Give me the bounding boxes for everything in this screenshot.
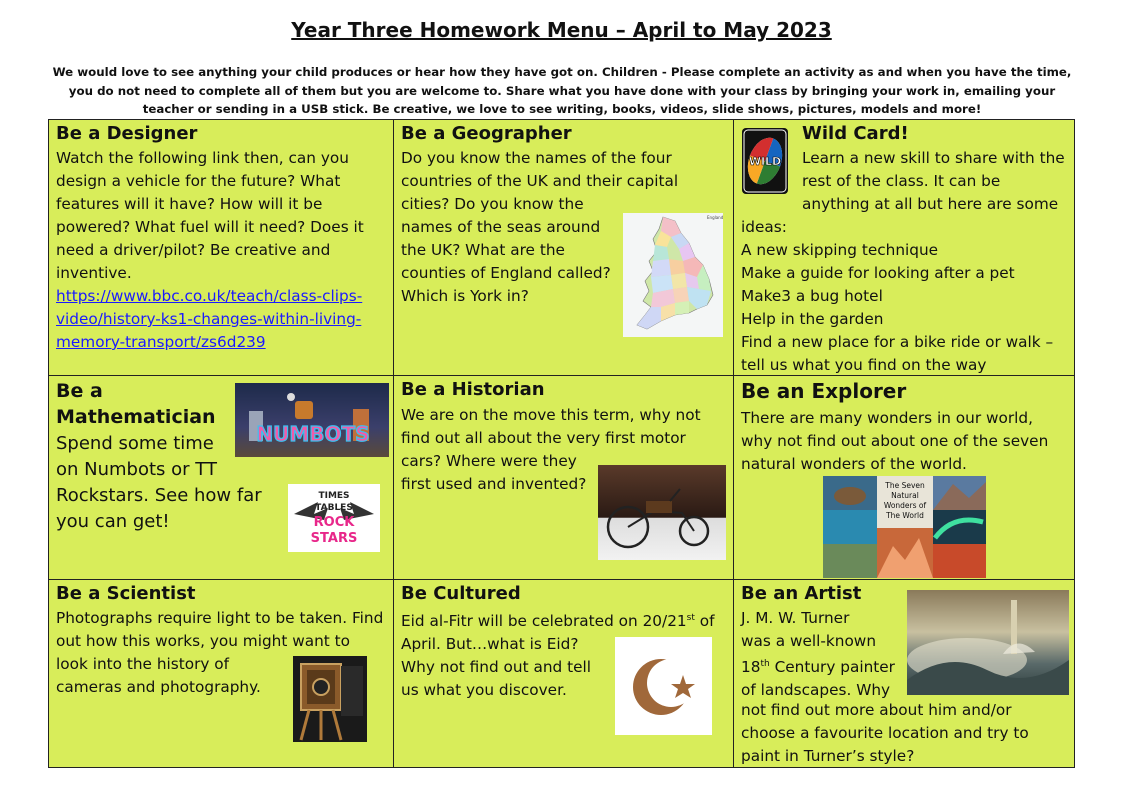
cultured-heading: Be Cultured (401, 583, 521, 604)
text-line (741, 653, 901, 679)
map-label: England (707, 215, 723, 220)
wildcard-heading: Wild Card! (802, 123, 909, 144)
text-line: counties of England called? (401, 264, 611, 282)
crescent-star-image (615, 637, 712, 735)
text-line: look into the history of (56, 655, 230, 673)
text-line: Rockstars. See how far (56, 485, 262, 506)
text-line: cameras and photography. (56, 678, 261, 696)
bbc-link[interactable] (56, 285, 392, 354)
wildcard-ideas-list (741, 216, 1073, 376)
text-line: names of the seas around (401, 218, 601, 236)
text-span: of (694, 612, 715, 631)
text-line: Spend some time (56, 433, 214, 454)
numbots-image (235, 383, 389, 457)
artist-cell (733, 579, 1075, 768)
text-line: on Numbots or TT (56, 459, 217, 480)
designer-heading: Be a Designer (56, 123, 198, 144)
motor-car-image (598, 465, 726, 560)
page-title: Year Three Homework Menu – April to May 2023 (291, 18, 832, 42)
text-line: features will it have? How will it be (56, 195, 323, 213)
designer-text (56, 147, 392, 354)
turner-painting-image (907, 590, 1069, 695)
list-item: ideas: (741, 218, 787, 236)
artist-heading: Be an Artist (741, 583, 862, 604)
link-line[interactable]: memory-transport/zs6d239 (56, 333, 266, 351)
seven-wonders-image (823, 476, 986, 578)
artist-text-top (741, 607, 901, 702)
historian-heading: Be a Historian (401, 379, 545, 400)
list-item: A new skipping technique (741, 241, 939, 259)
rockstars-logo-line4: STARS (310, 531, 358, 546)
text-line: Which is York in? (401, 287, 529, 305)
poster-line3: Wonders of (883, 501, 927, 510)
numbots-logo: NUMBOTS (256, 422, 370, 446)
text-line: inventive. (56, 264, 132, 282)
mathematician-heading-line1: Be a (56, 380, 103, 402)
wild-card-label: WILD (748, 155, 782, 168)
text-line: you can get! (56, 511, 170, 532)
geographer-heading: Be a Geographer (401, 123, 572, 144)
mathematician-heading-line2: Mathematician (56, 406, 216, 428)
intro-text: We would love to see anything your child produces or hear how they have got on. Children - Please complete an activity as and when you have the time, you do not need to complete all of them but you are welcome to. Share what you have done with your class by bringing your work in, emailing your teacher or sending in a USB stick. Be creative, we love to see writing, books, videos, slide shows, pictures, models and more! (52, 65, 1072, 116)
text-line: choose a favourite location and try to (741, 724, 1029, 742)
rockstars-logo-line1: TIMES (318, 491, 350, 501)
text-line: J. M. W. Turner (741, 609, 850, 627)
text-line: powered? What fuel will it need? Does it (56, 218, 364, 236)
text-line: need a driver/pilot? Be creative and (56, 241, 331, 259)
text-line: paint in Turner’s style? (741, 747, 915, 765)
text-line: Learn a new skill to share with the (802, 149, 1065, 167)
geographer-cell (393, 119, 734, 376)
superscript: th (760, 659, 770, 669)
text-line: first used and invented? (401, 475, 587, 493)
scientist-heading: Be a Scientist (56, 583, 196, 604)
text-line: the UK? What are the (401, 241, 565, 259)
text-line: April. But…what is Eid? (401, 635, 579, 654)
list-item: Help in the garden (741, 310, 884, 328)
wild-card-image (742, 128, 788, 194)
designer-cell (48, 119, 394, 376)
list-item: tell us what you find on the way (741, 356, 987, 374)
text-line: cars? Where were they (401, 452, 577, 470)
text-line: Watch the following link then, can you (56, 149, 349, 167)
list-item: Make3 a bug hotel (741, 287, 883, 305)
text-line: Why not find out and tell (401, 658, 592, 677)
scientist-cell (48, 579, 394, 768)
list-item: Find a new place for a bike ride or walk – (741, 333, 1054, 351)
wildcard-cell (733, 119, 1075, 376)
wildcard-intro-text (802, 147, 1074, 216)
explorer-cell (733, 375, 1075, 580)
superscript: st (686, 613, 695, 623)
text-line: anything at all but here are some (802, 195, 1059, 213)
list-item: Make a guide for looking after a pet (741, 264, 1015, 282)
text-line: Photographs require light to be taken. Find (56, 609, 384, 627)
link-line[interactable]: video/history-ks1-changes-within-living- (56, 310, 362, 328)
text-line: of landscapes. Why (741, 681, 891, 700)
text-line: We are on the move this term, why not (401, 406, 701, 424)
rockstars-logo-line3: ROCK (313, 515, 355, 530)
text-line: rest of the class. It can be (802, 172, 1001, 190)
england-map-image (623, 213, 723, 337)
text-line: cities? Do you know the (401, 195, 584, 213)
text-span: Century painter (769, 658, 895, 677)
poster-line4: The World (886, 511, 924, 520)
text-line: natural wonders of the world. (741, 455, 967, 473)
text-line: design a vehicle for the future? What (56, 172, 341, 190)
text-line: out how this works, you might want to (56, 632, 351, 650)
text-line: countries of the UK and their capital (401, 172, 679, 190)
text-line: Do you know the names of the four (401, 149, 672, 167)
poster-line1: The Seven (885, 481, 925, 490)
text-line (401, 607, 731, 633)
mathematician-cell (48, 375, 394, 580)
explorer-heading: Be an Explorer (741, 379, 907, 403)
artist-text-bottom (741, 699, 1073, 768)
text-line: not find out more about him and/or (741, 701, 1012, 719)
text-line: why not find out about one of the seven (741, 432, 1049, 450)
text-line: find out all about the very first motor (401, 429, 686, 447)
text-span: Eid al-Fitr will be celebrated on 20/21 (401, 612, 687, 631)
link-line[interactable]: https://www.bbc.co.uk/teach/class-clips- (56, 287, 363, 305)
poster-line2: Natural (891, 491, 919, 500)
rockstars-logo-line2: TABLES (315, 503, 353, 513)
explorer-text (741, 407, 1073, 476)
text-line: was a well-known (741, 632, 877, 650)
historian-cell (393, 375, 734, 580)
text-span: 18 (741, 658, 761, 677)
tt-rockstars-image (288, 484, 380, 552)
old-camera-image (293, 656, 367, 742)
cultured-cell (393, 579, 734, 768)
text-line: us what you discover. (401, 681, 567, 700)
text-line: There are many wonders in our world, (741, 409, 1033, 427)
